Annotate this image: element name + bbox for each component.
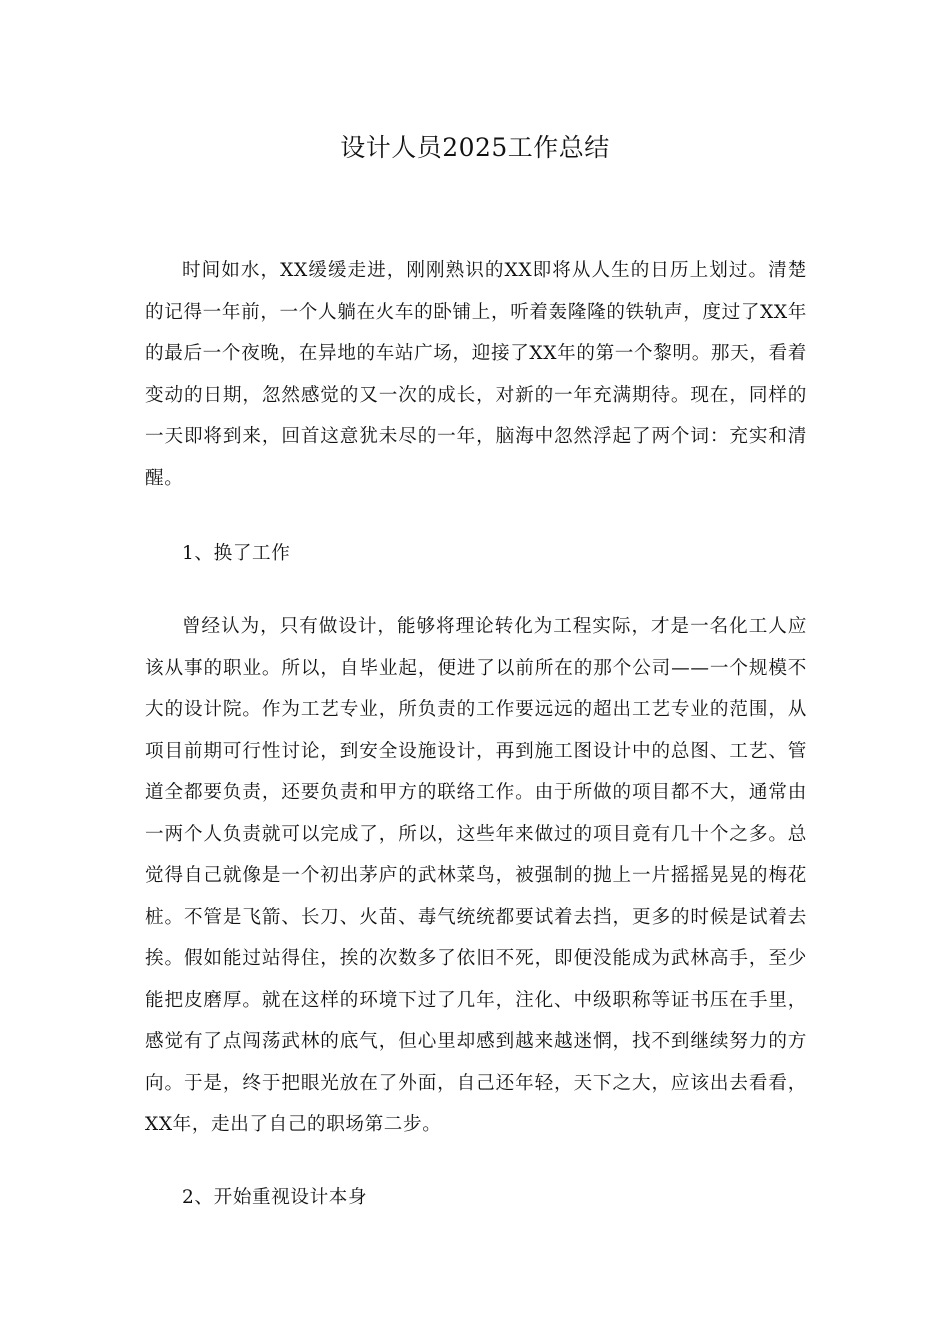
page-title: 设计人员2025工作总结 xyxy=(340,133,610,162)
section-heading-1: 1、换了工作 xyxy=(182,543,291,564)
paragraph-section-1: 曾经认为，只有做设计，能够将理论转化为工程实际，才是一名化工人应该从事的职业。所以，自毕业起，便进了以前所在的那个公司——一个规模不大的设计院。作为工艺专业，所负责的工作要远远的超出工艺专业的范围，从项目前期可行性讨论，到安全设施设计，再到施工图设计中的总图、工艺、管道全都要负责，还要负责和甲方的联络工作。由于所做的项目都不大，通常由一两个人负责就可以完成了，所以，这些年来做过的项目竟有几十个之多。总觉得自己就像是一个初出茅庐的武林菜鸟，被强制的抛上一片摇摇晃晃的梅花桩。不管是飞箭、长刀、火苗、毒气统统都要试着去挡，更多的时候是试着去挨。假如能过站得住，挨的次数多了依旧不死，即便没能成为武林高手，至少能把皮磨厚。就在这样的环境下过了几年，注化、中级职称等证书压在手里，感觉有了点闯荡武林的底气，但心里却感到越来越迷惘，找不到继续努力的方向。于是，终于把眼光放在了外面，自己还年轻，天下之大，应该出去看看，XX年，走出了自己的职场第二步。 xyxy=(145,616,807,1135)
paragraph-intro: 时间如水，XX缓缓走进，刚刚熟识的XX即将从人生的日历上划过。清楚的记得一年前，一个人躺在火车的卧铺上，听着轰隆隆的铁轨声，度过了XX年的最后一个夜晚，在异地的车站广场，迎接了XX年的第一个黎明。那天，看着变动的日期，忽然感觉的又一次的成长，对新的一年充满期待。现在，同样的一天即将到来，回首这意犹未尽的一年，脑海中忽然浮起了两个词：充实和清醒。 xyxy=(145,260,807,489)
section-heading-2: 2、开始重视设计本身 xyxy=(182,1187,368,1208)
